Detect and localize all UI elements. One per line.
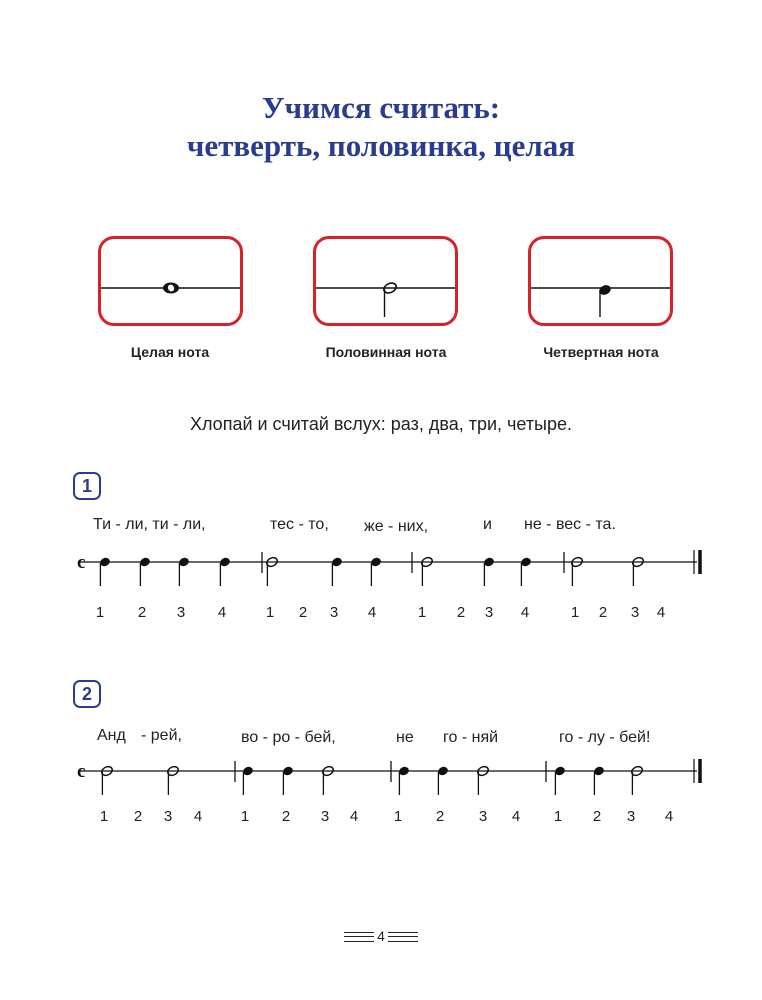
half-note — [321, 765, 334, 795]
whole-note-label: Целая нота — [130, 344, 210, 360]
half-note — [420, 556, 433, 586]
half-note-label: Половинная нота — [325, 344, 447, 360]
exercise-2-number: 2 — [73, 680, 101, 708]
page-number-left-ornament — [344, 932, 374, 942]
quarter-note — [331, 556, 343, 586]
count-number: 2 — [592, 808, 602, 825]
half-note — [166, 765, 179, 795]
lyric-syllable: во - ро - бей, — [241, 729, 336, 746]
exercise-1-number: 1 — [73, 472, 101, 500]
quarter-note-box — [528, 236, 673, 326]
count-number: 3 — [484, 604, 494, 621]
count-number: 2 — [298, 604, 308, 621]
quarter-note — [437, 765, 449, 795]
quarter-note — [520, 556, 532, 586]
exercise-2-staff — [0, 749, 762, 799]
page-number-right-ornament — [388, 932, 418, 942]
count-number: 3 — [478, 808, 488, 825]
lyric-syllable: тес - то, — [270, 516, 329, 533]
count-number: 4 — [656, 604, 666, 621]
time-signature: c — [77, 552, 86, 573]
quarter-note — [483, 556, 495, 586]
count-number: 2 — [137, 604, 147, 621]
count-number: 4 — [367, 604, 377, 621]
count-number: 3 — [176, 604, 186, 621]
lyric-syllable: го - няй — [443, 729, 499, 746]
count-number: 1 — [265, 604, 275, 621]
lyric-syllable: не - вес - та. — [524, 516, 616, 533]
lyric-syllable: и — [483, 516, 492, 533]
half-note — [265, 556, 278, 586]
count-number: 3 — [320, 808, 330, 825]
count-number: 1 — [95, 604, 105, 621]
half-note — [631, 556, 644, 586]
time-signature: c — [77, 761, 86, 782]
quarter-note — [554, 765, 566, 795]
half-note — [570, 556, 583, 586]
count-number: 2 — [598, 604, 608, 621]
count-number: 3 — [163, 808, 173, 825]
lyric-syllable: не — [396, 729, 414, 746]
quarter-note — [282, 765, 294, 795]
count-number: 2 — [456, 604, 466, 621]
exercise-1-staff — [0, 540, 762, 590]
quarter-note — [398, 765, 410, 795]
page-title-line-1: Учимся считать: — [261, 90, 501, 125]
count-number: 1 — [570, 604, 580, 621]
quarter-note — [219, 556, 231, 586]
count-number: 3 — [626, 808, 636, 825]
count-number: 1 — [553, 808, 563, 825]
quarter-note — [242, 765, 254, 795]
count-number: 2 — [435, 808, 445, 825]
half-note-box — [313, 236, 458, 326]
instruction-text: Хлопай и считай вслух: раз, два, три, четыре. — [189, 414, 573, 434]
count-number: 4 — [193, 808, 203, 825]
half-note — [476, 765, 489, 795]
count-number: 1 — [99, 808, 109, 825]
count-number: 1 — [393, 808, 403, 825]
lyric-syllable: - рей, — [141, 727, 182, 744]
quarter-note — [593, 765, 605, 795]
count-number: 3 — [630, 604, 640, 621]
quarter-note — [99, 556, 111, 586]
page-title-line-2: четверть, половинка, целая — [186, 128, 576, 163]
count-number: 4 — [511, 808, 521, 825]
count-number: 3 — [329, 604, 339, 621]
page-number-value: 4 — [377, 928, 385, 944]
quarter-note — [139, 556, 151, 586]
lyric-syllable: Ти - ли, ти - ли, — [93, 516, 206, 533]
quarter-note — [370, 556, 382, 586]
page-number — [0, 928, 762, 944]
whole-note-box — [98, 236, 243, 326]
count-number: 2 — [281, 808, 291, 825]
count-number: 4 — [520, 604, 530, 621]
count-number: 1 — [240, 808, 250, 825]
lyric-syllable: го - лу - бей! — [559, 729, 651, 746]
quarter-note — [178, 556, 190, 586]
lyric-syllable: же - них, — [364, 518, 429, 535]
count-number: 1 — [417, 604, 427, 621]
quarter-note-label: Четвертная нота — [543, 344, 659, 360]
half-note — [100, 765, 113, 795]
count-number: 4 — [217, 604, 227, 621]
lyric-syllable: Анд — [97, 727, 126, 744]
half-note — [630, 765, 643, 795]
count-number: 4 — [349, 808, 359, 825]
count-number: 2 — [133, 808, 143, 825]
count-number: 4 — [664, 808, 674, 825]
